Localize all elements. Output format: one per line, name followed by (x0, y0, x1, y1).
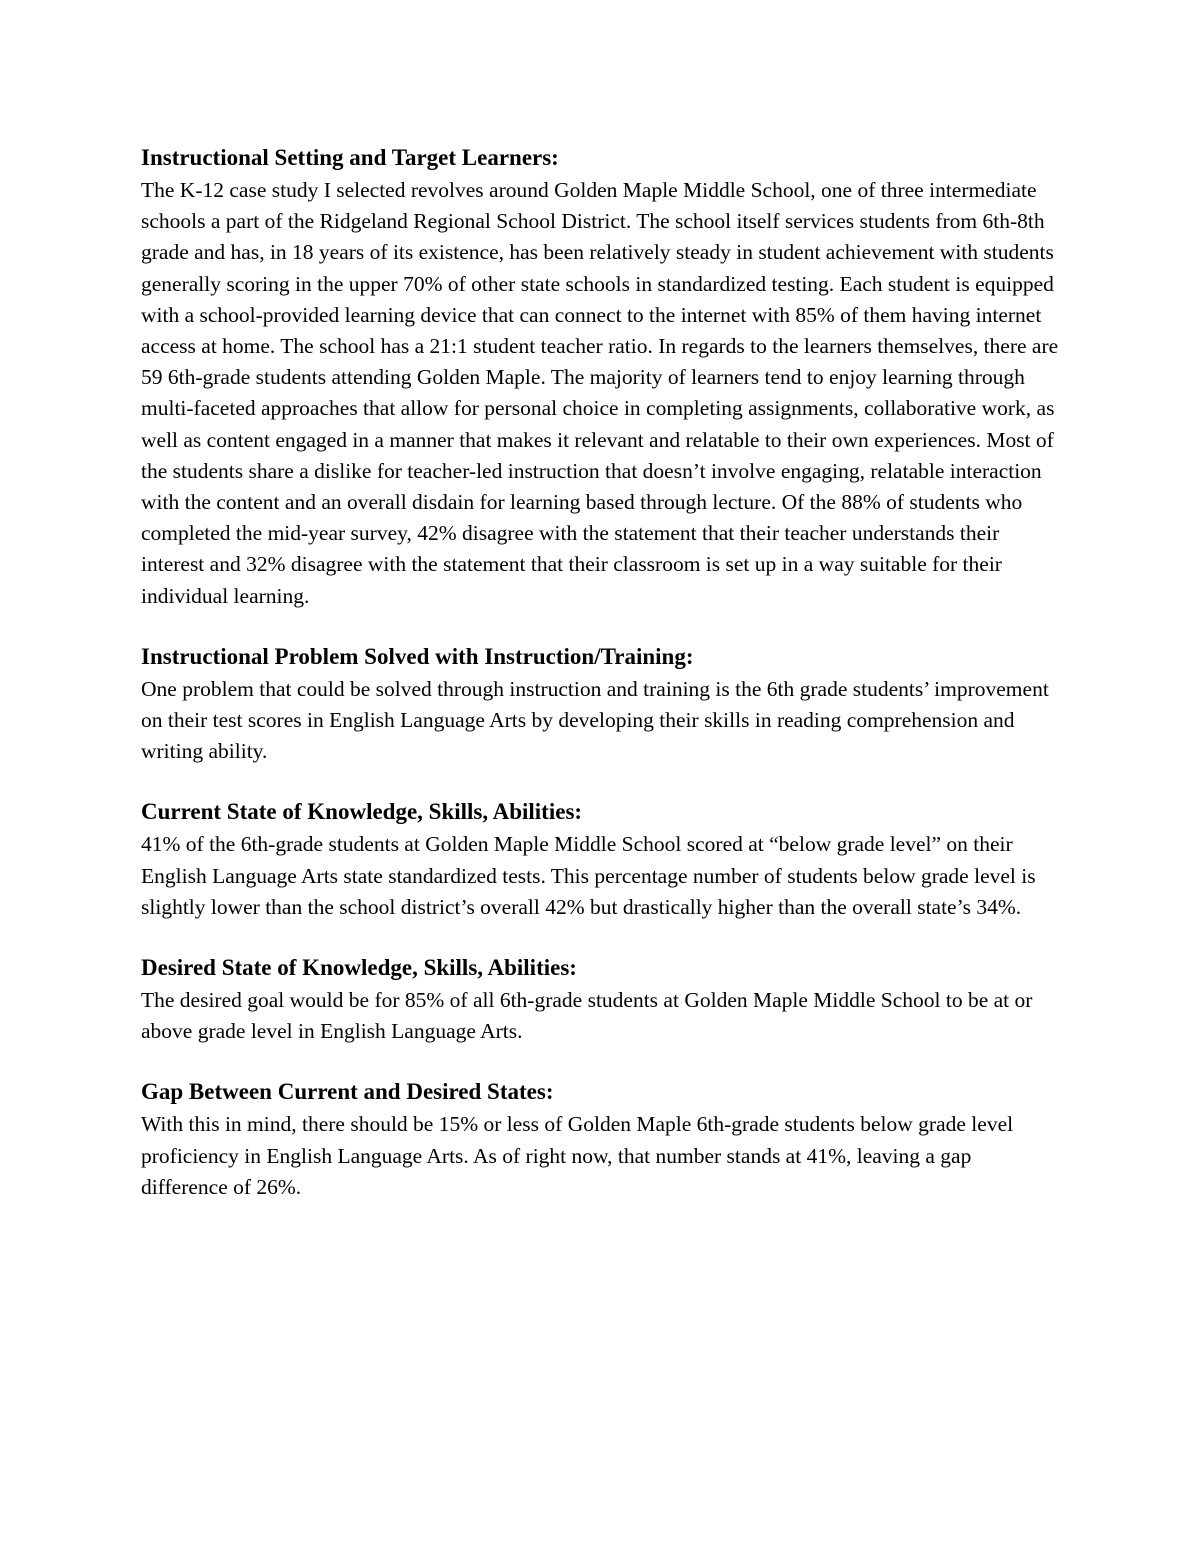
section-instructional-problem (141, 640, 1061, 768)
section-heading: Gap Between Current and Desired States: (141, 1079, 554, 1105)
section-heading: Instructional Setting and Target Learners: (141, 145, 559, 170)
section-instructional-setting (141, 141, 1061, 612)
section-current-state (141, 795, 1061, 923)
document-content (141, 141, 1061, 1231)
section-heading: Current State of Knowledge, Skills, Abilities: (141, 799, 583, 825)
section-desired-state (141, 951, 1061, 1047)
section-heading: Desired State of Knowledge, Skills, Abilities: (141, 955, 577, 981)
section-body: 41% of the 6th-grade students at Golden Maple Middle School scored at “below grade level” on their English Language Arts state standardized tests. This percentage number of students below grade level is slightly lower than the school district’s overall 42% but drastically higher than the overall state’s 34%. (141, 832, 1036, 919)
section-body: One problem that could be solved through instruction and training is the 6th grade students’ improvement on their test scores in English Language Arts by developing their skills in reading comprehension and writing ability. (141, 676, 1049, 764)
section-gap (141, 1075, 1061, 1203)
section-body: The desired goal would be for 85% of all 6th-grade students at Golden Maple Middle School to be at or above grade level in English Language Arts. (141, 988, 1033, 1044)
section-body: With this in mind, there should be 15% or less of Golden Maple 6th-grade students below grade level proficiency in English Language Arts. As of right now, that number stands at 41%, leaving a gap difference of 26%. (141, 1112, 1014, 1199)
section-heading: Instructional Problem Solved with Instruction/Training: (141, 643, 694, 669)
section-body: The K-12 case study I selected revolves around Golden Maple Middle School, one of three intermediate schools a part of the Ridgeland Regional School District. The school itself services students from 6th-8th grade and has, in 18 years of its existence, has been relatively steady in student achievement with students generally scoring in the upper 70% of other state schools in standardized testing. Each student is equipped with a school-provided learning device that can connect to the internet with 85% of them having internet access at home. The school has a 21:1 student teacher ratio. In regards to the learners themselves, there are 59 6th-grade students attending Golden Maple. The majority of learners tend to enjoy learning through multi-faceted approaches that allow for personal choice in completing assignments, collaborative work, as well as content engaged in a manner that makes it relevant and relatable to their own experiences. Most of the students share a dislike for teacher-led instruction that doesn’t involve engaging, relatable interaction with the content and an overall disdain for learning based through lecture. Of the 88% of students who completed the mid-year survey, 42% disagree with the statement that their teacher understands their interest and 32% disagree with the statement that their classroom is set up in a way suitable for their individual learning. (141, 178, 1059, 608)
